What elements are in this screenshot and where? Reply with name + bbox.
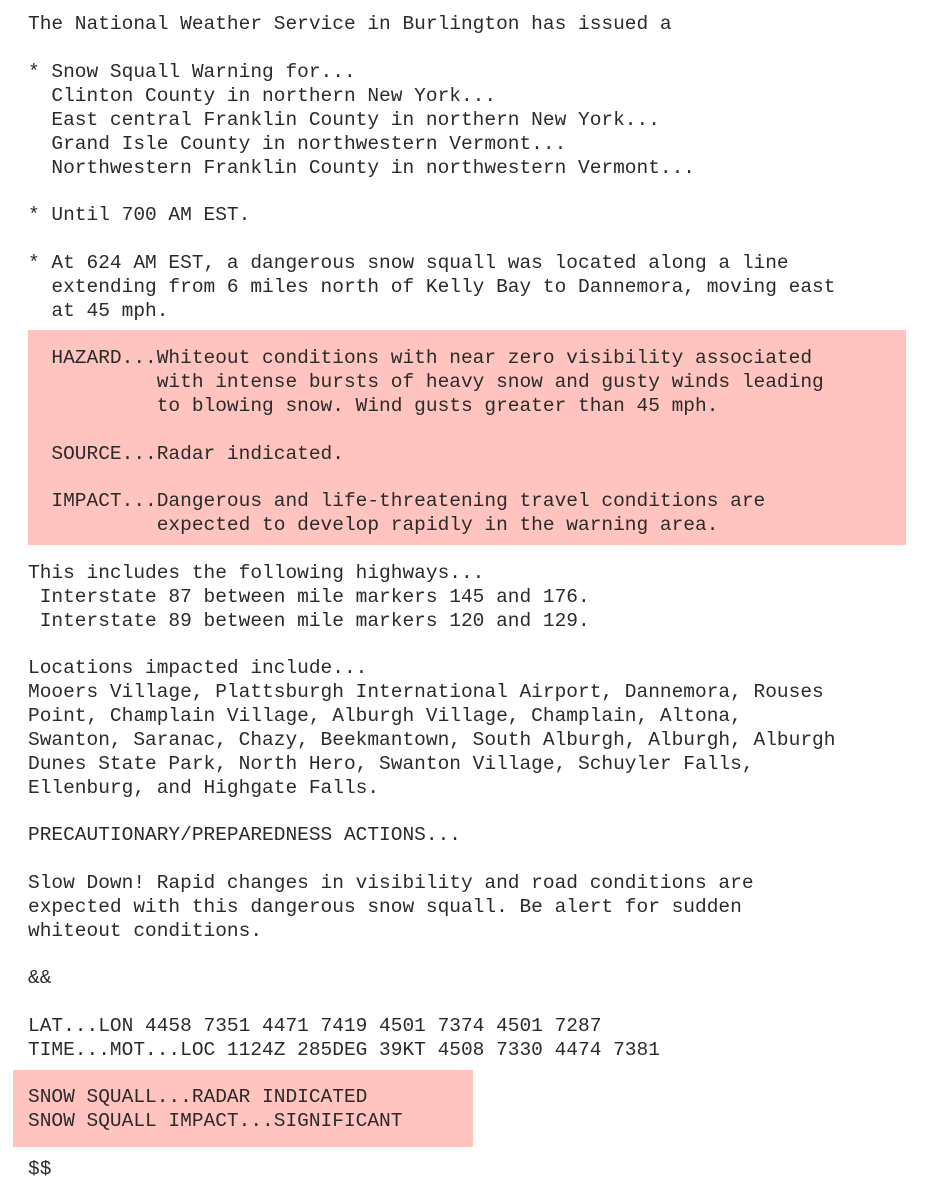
locations-line: Ellenburg, and Highgate Falls. (28, 777, 380, 799)
locations-header: Locations impacted include... (28, 657, 368, 679)
source-line: SOURCE...Radar indicated. (28, 443, 344, 465)
locations-line: Swanton, Saranac, Chazy, Beekmantown, South Alburgh, Alburgh, Alburgh (28, 729, 836, 751)
precautionary-line: expected with this dangerous snow squall. Be alert for sudden (28, 896, 742, 918)
hazard-line: to blowing snow. Wind gusts greater than 45 mph. (28, 395, 719, 417)
county-line: Grand Isle County in northwestern Vermont... (28, 133, 567, 155)
separator: && (28, 967, 52, 989)
until-line: * Until 700 AM EST. (28, 204, 251, 226)
squall-tag-line: SNOW SQUALL...RADAR INDICATED (28, 1086, 368, 1108)
highway-line: Interstate 89 between mile markers 120 and 129. (28, 610, 590, 632)
hazard-line: with intense bursts of heavy snow and gusty winds leading (28, 371, 824, 393)
county-line: Clinton County in northern New York... (28, 85, 497, 107)
precautionary-line: whiteout conditions. (28, 920, 263, 942)
county-line: Northwestern Franklin County in northwestern Vermont... (28, 157, 696, 179)
county-line: East central Franklin County in northern New York... (28, 109, 660, 131)
warning-header: * Snow Squall Warning for... (28, 61, 356, 83)
location-line: extending from 6 miles north of Kelly Bay to Dannemora, moving east (28, 276, 836, 298)
locations-line: Dunes State Park, North Hero, Swanton Village, Schuyler Falls, (28, 753, 754, 775)
latlon-line: LAT...LON 4458 7351 4471 7419 4501 7374 4501 7287 (28, 1015, 602, 1037)
precautionary-header: PRECAUTIONARY/PREPAREDNESS ACTIONS... (28, 824, 461, 846)
intro-line: The National Weather Service in Burlington has issued a (28, 13, 672, 35)
precautionary-line: Slow Down! Rapid changes in visibility and road conditions are (28, 872, 754, 894)
squall-tag-line: SNOW SQUALL IMPACT...SIGNIFICANT (28, 1110, 403, 1132)
impact-line: IMPACT...Dangerous and life-threatening travel conditions are (28, 490, 766, 512)
highways-header: This includes the following highways... (28, 562, 485, 584)
highway-line: Interstate 87 between mile markers 145 and 176. (28, 586, 590, 608)
time-mot-loc-line: TIME...MOT...LOC 1124Z 285DEG 39KT 4508 7330 4474 7381 (28, 1039, 660, 1061)
location-line: at 45 mph. (28, 300, 169, 322)
location-line: * At 624 AM EST, a dangerous snow squall was located along a line (28, 252, 789, 274)
end-marker: $$ (28, 1158, 52, 1180)
hazard-line: HAZARD...Whiteout conditions with near zero visibility associated (28, 347, 813, 369)
impact-line: expected to develop rapidly in the warning area. (28, 514, 719, 536)
locations-line: Mooers Village, Plattsburgh International Airport, Dannemora, Rouses (28, 681, 824, 703)
locations-line: Point, Champlain Village, Alburgh Village, Champlain, Altona, (28, 705, 742, 727)
